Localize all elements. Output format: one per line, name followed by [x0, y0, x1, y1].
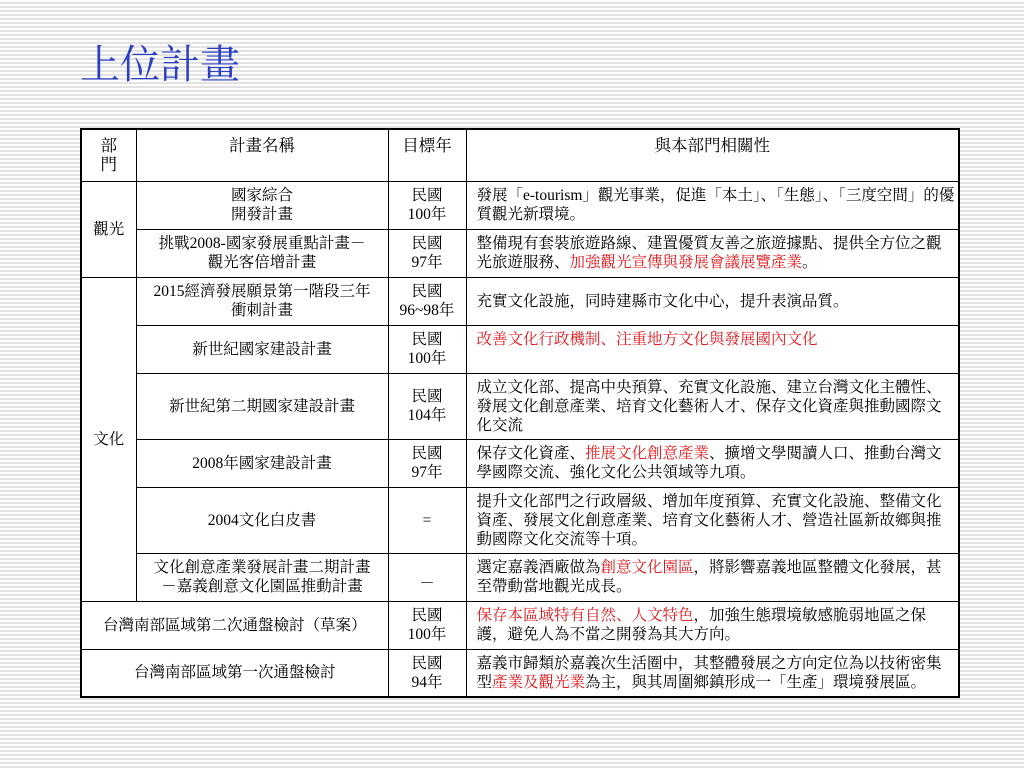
table-row — [81, 325, 959, 373]
target-year-line: 97年 — [411, 464, 443, 481]
target-year-cell — [388, 487, 466, 553]
plan-name-cell — [136, 487, 388, 553]
relevance-text: 充實文化設施，同時建縣市文化中心，提升表演品質。 — [476, 292, 849, 310]
relevance-highlight: 加強觀光宣傳與發展會議展覽產業 — [569, 254, 803, 271]
target-year-line: 100年 — [407, 350, 447, 367]
relevance-text: 選定嘉義酒廠做為 — [476, 559, 601, 576]
plan-name-line: 國家綜合 — [230, 187, 293, 204]
relevance-text: 、擴增文學閱讀人口、推動台灣文學國際交流、強化文化公共領域等九項。 — [476, 445, 942, 481]
plan-name-line: 2015經濟發展願景第一階段三年 — [153, 283, 371, 300]
target-year-line: 民國 — [411, 235, 443, 252]
target-year-cell — [388, 181, 466, 229]
plan-name-line: 2008年國家建設計畫 — [192, 454, 332, 472]
relevance-text: 提升文化部門之行政層級、增加年度預算、充實文化設施、整備文化資產、發展文化創意產業、培育文化藝術人才、營造社區新故鄉與推動國際文化交流等十項。 — [476, 492, 942, 548]
relevance-cell — [466, 181, 959, 229]
relevance-cell — [466, 601, 959, 649]
header-sector-label: 部門 — [100, 136, 117, 174]
slide-title: 上位計畫 — [80, 42, 240, 87]
plan-name-cell — [136, 325, 388, 373]
target-year-line: 民國 — [411, 445, 443, 462]
relevance-text: 成立文化部、提高中央預算、充實文化設施、建立台灣文化主體性、發展文化創意產業、培育文化藝術人才、保存文化資產與推動國際文化交流 — [476, 378, 942, 434]
header-plan-name: 計畫名稱 — [136, 129, 388, 181]
target-year-line: 97年 — [411, 254, 443, 271]
plan-name-line: 觀光客倍增計畫 — [207, 254, 317, 271]
plan-name-line: 挑戰2008-國家發展重點計畫－ — [158, 235, 366, 252]
plan-name-cell — [136, 181, 388, 229]
target-year-cell — [388, 439, 466, 487]
table-row — [81, 373, 959, 439]
plan-name-cell — [136, 373, 388, 439]
target-year-line: 100年 — [407, 206, 447, 223]
target-year-line: = — [422, 511, 432, 529]
target-year-cell — [388, 229, 466, 277]
relevance-text: 。 — [802, 254, 818, 271]
plan-name-line: 文化創意產業發展計畫二期計畫 — [153, 559, 371, 576]
target-year-line: 100年 — [407, 626, 447, 643]
relevance-cell — [466, 487, 959, 553]
plan-name-line: －嘉義創意文化園區推動計畫 — [161, 578, 363, 595]
regional-plan-name-cell — [81, 649, 388, 697]
relevance-cell — [466, 325, 959, 373]
header-relevance: 與本部門相關性 — [466, 129, 959, 181]
relevance-cell — [466, 553, 959, 601]
table-header-row — [81, 129, 959, 181]
relevance-highlight: 改善文化行政機制、注重地方文化與發展國內文化 — [476, 330, 818, 348]
sector-cell-culture: 文化 — [81, 277, 136, 601]
header-sector — [81, 129, 136, 181]
target-year-cell — [388, 373, 466, 439]
plan-name-line: 台灣南部區域第一次通盤檢討 — [133, 664, 336, 681]
regional-plan-name-cell — [81, 601, 388, 649]
plan-name-line: 2004文化白皮書 — [207, 511, 317, 529]
target-year-line: 104年 — [407, 407, 447, 424]
relevance-cell — [466, 373, 959, 439]
relevance-text: 保存文化資產、 — [476, 445, 586, 462]
relevance-text: 為主，與其周圍鄉鎮形成一「生產」環境發展區。 — [585, 673, 927, 691]
target-year-line: 96~98年 — [399, 302, 455, 319]
table-row — [81, 487, 959, 553]
target-year-line: 民國 — [411, 187, 443, 204]
sector-cell-tourism: 觀光 — [81, 181, 136, 277]
relevance-text: 發展「e-tourism」觀光事業，促進「本土」、「生態」、「三度空間」的優質觀光新環境。 — [476, 187, 955, 223]
relevance-highlight: 推展文化創意產業 — [585, 445, 710, 462]
target-year-cell — [388, 649, 466, 697]
relevance-highlight: 創意文化園區 — [600, 559, 694, 576]
table-row — [81, 553, 959, 601]
relevance-cell — [466, 439, 959, 487]
relevance-cell — [466, 229, 959, 277]
target-year-line: 民國 — [411, 388, 443, 405]
table-row — [81, 601, 959, 649]
table-row — [81, 277, 959, 325]
target-year-cell — [388, 325, 466, 373]
upper-level-plans-table — [80, 128, 960, 698]
target-year-cell — [388, 277, 466, 325]
target-year-cell — [388, 553, 466, 601]
plan-name-line: 台灣南部區域第二次通盤檢討（草案） — [102, 616, 367, 634]
plan-name-line: 新世紀第二期國家建設計畫 — [168, 397, 355, 415]
target-year-cell — [388, 601, 466, 649]
target-year-line: 民國 — [411, 654, 443, 672]
relevance-text: 整備現有套裝旅遊路線、建置優質友善之旅遊據點、提供全方位之觀光旅遊服務、 — [476, 235, 942, 271]
table-row — [81, 649, 959, 697]
table-row — [81, 439, 959, 487]
relevance-cell — [466, 277, 959, 325]
relevance-cell — [466, 649, 959, 697]
plan-name-cell — [136, 229, 388, 277]
relevance-text: ，加強生態環境敏感脆弱地區之保護，避免人為不當之開發為其大方向。 — [476, 607, 927, 643]
plan-name-cell — [136, 277, 388, 325]
plan-name-line: 開發計畫 — [230, 206, 293, 223]
plan-name-line: 衝刺計畫 — [230, 302, 293, 319]
target-year-line: 民國 — [411, 331, 443, 348]
relevance-highlight: 保存本區域特有自然、人文特色 — [476, 607, 694, 624]
header-target-year: 目標年 — [388, 129, 466, 181]
relevance-text: 嘉義市歸類於嘉義次生活圈中，其整體發展之方向定位為以技術密集型 — [476, 654, 942, 691]
relevance-text: ，將影響嘉義地區整體文化發展，甚至帶動當地觀光成長。 — [476, 559, 942, 595]
target-year-line: 民國 — [411, 607, 443, 624]
table-row — [81, 229, 959, 277]
relevance-highlight: 產業及觀光業 — [492, 673, 586, 691]
plan-name-cell — [136, 439, 388, 487]
table-row — [81, 181, 959, 229]
target-year-line: － — [419, 574, 435, 592]
target-year-line: 94年 — [411, 673, 443, 691]
target-year-line: 民國 — [411, 283, 443, 300]
plan-name-line: 新世紀國家建設計畫 — [192, 340, 332, 358]
plan-name-cell — [136, 553, 388, 601]
